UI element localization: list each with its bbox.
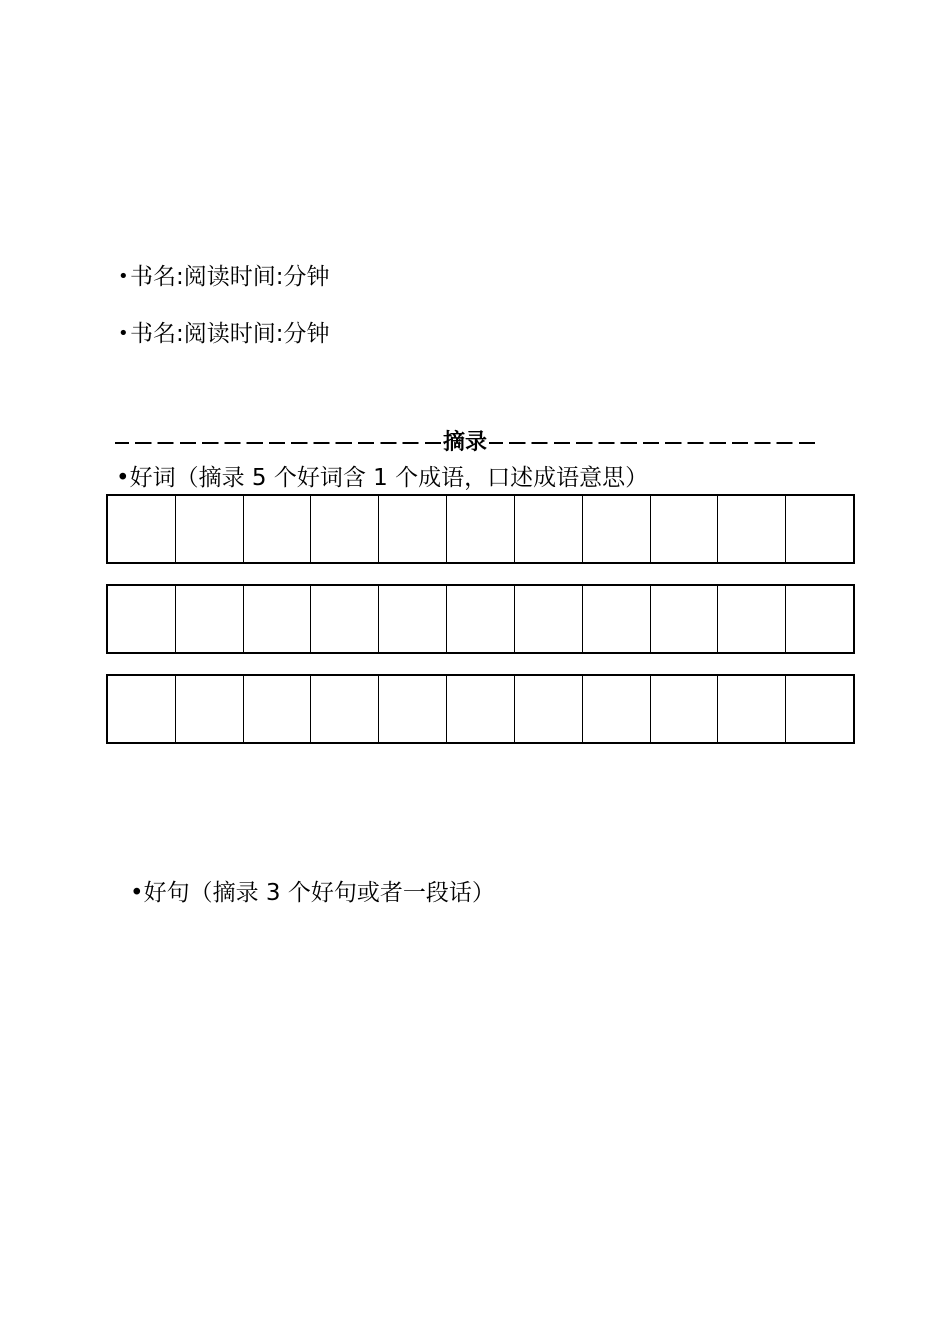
writing-cell[interactable]: [311, 496, 379, 562]
writing-cell[interactable]: [311, 676, 379, 742]
writing-grid-row-3: [106, 674, 855, 744]
reading-log-text: 书名:阅读时间:分钟: [130, 321, 330, 347]
writing-cell[interactable]: [583, 676, 651, 742]
dashed-rule-left: [115, 442, 441, 444]
bullet: •: [118, 266, 129, 287]
reading-log-text: 书名:阅读时间:分钟: [130, 264, 330, 290]
writing-cell[interactable]: [583, 496, 651, 562]
excerpt-heading-row: [115, 428, 815, 458]
good-words-label: •好词（摘录 5 个好词含 1 个成语，口述成语意思）: [116, 465, 649, 491]
writing-cell[interactable]: [447, 496, 515, 562]
writing-cell[interactable]: [108, 676, 176, 742]
writing-cell[interactable]: [108, 496, 176, 562]
writing-cell[interactable]: [718, 586, 786, 652]
excerpt-heading: 摘录: [443, 430, 488, 455]
writing-cell[interactable]: [651, 676, 719, 742]
writing-cell[interactable]: [786, 586, 853, 652]
writing-cell[interactable]: [786, 496, 853, 562]
writing-cell[interactable]: [244, 676, 312, 742]
writing-cell[interactable]: [583, 586, 651, 652]
writing-cell[interactable]: [379, 676, 447, 742]
writing-cell[interactable]: [447, 586, 515, 652]
writing-grid-row-2: [106, 584, 855, 654]
writing-cell[interactable]: [515, 586, 583, 652]
reading-log-entry-1: [118, 262, 330, 292]
writing-cell[interactable]: [379, 586, 447, 652]
writing-cell[interactable]: [447, 676, 515, 742]
writing-cell[interactable]: [718, 676, 786, 742]
reading-log-entry-2: [118, 319, 330, 349]
writing-cell[interactable]: [379, 496, 447, 562]
writing-cell[interactable]: [244, 586, 312, 652]
writing-grid-row-1: [106, 494, 855, 564]
dashed-rule-right: [489, 442, 815, 444]
writing-cell[interactable]: [718, 496, 786, 562]
writing-cell[interactable]: [176, 586, 244, 652]
bullet: •: [118, 323, 129, 344]
writing-cell[interactable]: [515, 496, 583, 562]
writing-cell[interactable]: [108, 586, 176, 652]
writing-cell[interactable]: [176, 676, 244, 742]
good-sentences-label: •好句（摘录 3 个好句或者一段话）: [130, 880, 495, 906]
writing-cell[interactable]: [176, 496, 244, 562]
writing-cell[interactable]: [651, 586, 719, 652]
writing-cell[interactable]: [515, 676, 583, 742]
writing-cell[interactable]: [786, 676, 853, 742]
writing-cell[interactable]: [244, 496, 312, 562]
writing-cell[interactable]: [311, 586, 379, 652]
writing-cell[interactable]: [651, 496, 719, 562]
